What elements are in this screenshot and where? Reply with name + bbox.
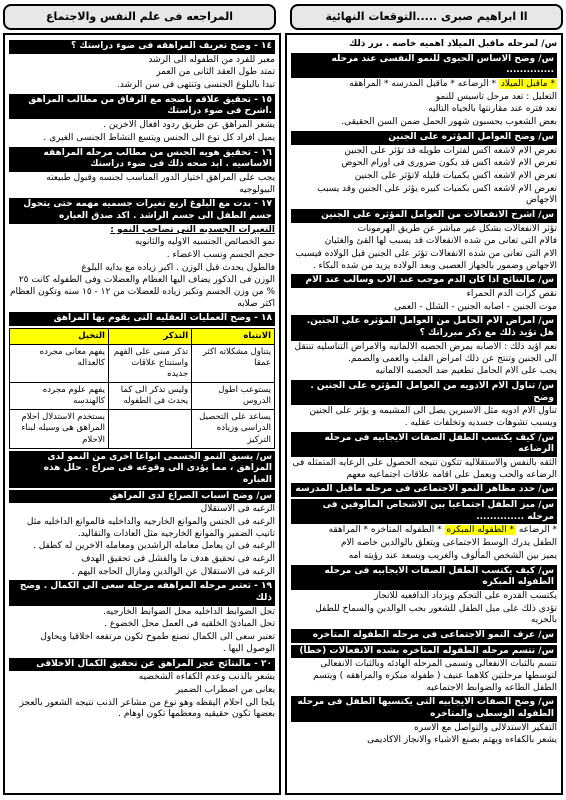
q17: ١٧ - بدت مع البلوغ اربع تغيرات جسميه مهمه حتى يتحول جسم الطفل الى جسم الراشد . اكد صدق العباره — [9, 198, 275, 223]
q21: ١٩ - تعتبر مرحله المراهقه مرحله سعى الى الكمال . وضح ذلك — [9, 580, 275, 605]
l: يلجا الى احلام اليقظه وهو نوع من مشاعر الذنب نتيجه الشعور بالعجز بعضها تكون حقيقيه ومعظمها تكون اوهام . — [19, 697, 275, 720]
opt: * المراهقه — [328, 525, 369, 536]
td: يفهم علوم مجرده كالهندسه — [10, 383, 109, 410]
td: يفهم معانى مجرده كالعداله — [10, 345, 109, 383]
q10: س/ كيف يكتسب الطفل الصفات الايجابيه فى مرحله الطفوله المبكره — [291, 565, 557, 590]
l: يعانى من اضطراب الضمير — [175, 684, 275, 695]
q15: ١٥ - تحقيق علاقه ناضجه مع الرفاق من مطالب المراهق .اشرح فى ضوء دراستك — [9, 94, 275, 119]
opt: * ماقبل الميلاد — [500, 79, 555, 90]
l: يشعر بالكفاءه ويهتم بصنع الاشياء والانجاز الاكاديمى — [367, 735, 557, 746]
l: الرغبه فى الجنس والموانع الخارجيه والداخليه فالموانع الداخليه مثل تانيب الضمير والموانع الخارجيه مثل العادات والتقاليد. — [26, 516, 275, 539]
q4: س/ مالنتائج اذا كان الدم موجب عند الاب وسالب عند الام — [291, 274, 557, 288]
l: التعليل : تعد مرحل تاسيس للنمو — [435, 91, 557, 102]
l: التغيرات الجسديه التى تصاحب النمو : — [110, 224, 275, 235]
l: حجم الجسم ونسب الاعضاء . — [166, 250, 275, 260]
l: الام التى تعانى من شده الانفعالات تؤثر على الجنين قبل الولاده فيسبب الاجهاض وضمور بالجهاز العصبى وبعد الولاده يزيد من شده البكاء . — [295, 249, 557, 271]
q22: ٢٠ - مالنتائج عجز المراهق عن تحقيق الكمال الاخلاقى — [9, 658, 275, 672]
q9: س/ ميز الطفل اجتماعيا بين الاشخاص المألوفين فى مرحله .............. — [291, 499, 557, 524]
header-right: اا ابراهيم صبرى .....التوقعات النهائية — [290, 4, 563, 30]
q13: س/ وضح الصفات الايجابيه التى يكتسبها الطفل فى مرحله الطفوله الوسطى والمتاخره — [291, 696, 557, 721]
l: تتسم بالثبات الانفعالى وتسمى المرحله الهادئه وبالثبات الانفعالى لتوسطها مرحلتين كلاهما عنيف ( طفوله مبكره والمراهقه ) ويتسم الطفل الطاعه والضوابط الاجتماعيه — [313, 659, 557, 693]
q6: س/ تناول الام الادويه من العوامل المؤثره على الجنين . وضح — [291, 380, 557, 405]
opt: * الرضاعه — [518, 525, 557, 536]
intro: س/ لمرحله ماقبل الميلاد اهميه خاصه . برر ذلك — [348, 39, 557, 49]
l: نقص كرات الدم الحمراء — [466, 289, 557, 300]
l: الوزن فى الذكور يضاف اليها العظام والعضلات وفى الطفوله كانت ٢٥ % من وزن الجسم وتكبر زياده للعضلات من ١٢ - ١٥ سنه وتكون العظام اكثر صلابه — [9, 275, 275, 309]
l: الرغبه فى تحقيق هدف ما والفشل فى تحقيق الهدف — [81, 554, 275, 565]
l: يشعر المراهق عن طريق ردود افعال الاخرين . — [103, 120, 275, 131]
l: تعرض الام لاشعه اكس بكميات قليله لاتؤثر على الجنين — [354, 170, 557, 181]
mental-table — [9, 328, 275, 448]
q7: س/ كيف يكتسب الطفل الصفات الايجابيه فى مرحله الرضاعه — [291, 432, 557, 457]
l: معبر للفرد من الطفوله الى الرشد — [148, 54, 275, 65]
l: الطفل يدرك الوسط الاجتماعى ويتعلق بالوالدين خاصه الام — [340, 538, 557, 549]
opt: * الطفوله المتأخره — [370, 525, 442, 536]
th: الانتباه — [192, 329, 275, 345]
l: نمو الخصائص الجنسيه الاوليه والثانويه — [134, 237, 275, 248]
td: يستوعب اطول الدروس — [192, 383, 275, 410]
td: يساعد على التحصيل الدراسى وزياده التركيز — [192, 410, 275, 448]
l: تعد فتره عند مقارنتها بالحياه التاليه — [428, 104, 557, 115]
header-left: المراجعه فى علم النفس والاجتماع — [3, 4, 276, 30]
q5: س/ امراض الام الحامل من العوامل المؤثره على الجنين. هل تؤيد ذلك مع ذكر مبرراتك ؟ — [291, 315, 557, 340]
q19: س/ يسبق النمو الجسمى انواعا اخرى من النمو لدى المراهق ، مما يؤدى الى وقوعه فى صراع . حلل هذه العباره — [9, 451, 275, 488]
q12: س/ تتسم مرحله الطفوله المتاخره بشده الانفعالات (خطأ) — [291, 645, 557, 659]
l: التفكير الاستدلالى والتواصل مع الاسره — [414, 722, 557, 733]
l: الرغبه فى الاستقلال عن الوالدين ومازال الحاجه اليهم . — [71, 566, 275, 577]
column-left — [3, 33, 281, 795]
q2: س/ وضح العوامل المؤثره على الجنين — [291, 131, 557, 145]
l: يكتسب القدره على التحكم ويزداد الدافعيه للانجاز — [374, 590, 557, 601]
l: يشعر بالذنب وعدم الكفاءه الشخصيه — [138, 672, 275, 683]
l: موت الجنين - اصابه الجنين - الشلل - العمى — [394, 301, 557, 312]
td — [108, 410, 191, 448]
q3: س/ اشرح الانفعالات من العوامل المؤثره على الجنين — [291, 209, 557, 223]
opt: * الطفوله المبكره — [446, 525, 514, 536]
q20: س/ وضح اسباب الصراع لدى المراهق — [9, 490, 275, 504]
td: وليس تذكر الى كما يحدث فى الطفوله — [108, 383, 191, 410]
l: تعرض الام لاشعه اكس قد يكون ضرورى فى اورام الحوض — [341, 158, 557, 169]
l: الرغبه فى الاستقلال — [200, 504, 275, 515]
l: يجب على الام الحامل تطعيم ضد الحصبه الالمانيه — [375, 366, 557, 377]
l: تعرض الام لاشعه اكس بكميات كبيره يؤثر على الجنين وقد يسبب الاجهاض — [317, 183, 557, 206]
q18: ١٨ - وضح العمليات العقليه التى يقوم بها المراهق — [9, 312, 275, 326]
l: تمتد طول العقد الثانى من العمر — [156, 67, 275, 78]
l: تحل الضوابط الداخليه محل الضوابط الخارجيه. — [102, 606, 275, 617]
l: تعتبر سعى الى الكمال تصنع طموح تكون مرتفعه اخلاقيا ويحاول الوصول اليها . — [40, 632, 275, 654]
q14: ١٤ - وضح تعريف المراهقه فى ضوء دراستك ؟ — [9, 40, 275, 54]
opt: * الرضاعه — [457, 79, 496, 90]
th: التخيل — [10, 329, 109, 345]
headers — [3, 4, 563, 30]
td: يستخدم الاستدلال احلام المراهق هى وسيله لبناء الاحلام — [10, 410, 109, 448]
l: الرغبه فى ان يعامل معامله الراشدين ومعامله الاخرين له كطفل . — [33, 541, 275, 552]
q8: س/ حدد مظاهر النمو الاجتماعى فى مرحله ماقبل المدرسه — [291, 483, 557, 497]
column-right — [285, 33, 563, 795]
q11: س/ عرف النمو الاجتماعى فى مرحله الطفوله المتأخره — [291, 629, 557, 643]
l: تناول الام ادويه مثل الاسبرين يصل الى المشيمه و يؤثر على الجنين ويسبب تشوهات جسديه وتخلفات عقليه . — [309, 406, 557, 428]
l: تؤدى ذلك على ميل الطفل للشعور بحب الوالدين والسماح للطفل بالحريه — [315, 603, 557, 626]
l: يجب على المراهق اختيار الدور المناسب لجنسه وقبول طبيعته البيولوجيه — [46, 172, 275, 195]
q1: س/ وضح الاساس الحيوى للنمو النفسى عند مرحله .............. — [291, 53, 557, 78]
l: فالام التى تعانى من شده الانفعالات قد يسبب لها القئ والغثيان — [324, 236, 557, 247]
q1-options — [291, 79, 557, 91]
q16: ١٦ - تحقيق هويه الجنس من مطالب مرحله المراهقه الاساسيه . ابد صحه ذلك فى ضوء دراستك — [9, 147, 275, 172]
l: نعم اؤيد ذلك : الاصابه بمرض الحصبه الالمانيه والامراض التناسليه تنتقل الى الجنين وتنتج عن ذلك امراض القلب والعمى والصمم. — [294, 341, 557, 364]
l: فالطول يحدث قبل الوزن . اكبر زياده مع بدايه البلوغ — [81, 262, 275, 273]
l: تعرض الام لاشعه اكس لفترات طويله قد تؤثر على الجنين — [344, 145, 557, 156]
l: تؤثر الانفعالات بشكل غير مباشر عن طريق الهرمونات — [357, 223, 557, 234]
td: يتناول مشكلاته اكثر عمقا — [192, 345, 275, 383]
opt: * المراهقه — [349, 79, 389, 90]
th: التذكر — [108, 329, 191, 345]
q9-options — [291, 525, 557, 537]
td: تذكر مبنى على الفهم واستنتاج علاقات جديده — [108, 345, 191, 383]
opt: * ماقبل المدرسه — [391, 79, 455, 90]
l: الثقه بالنفس والاستقلاليه تتكون نتيجه الحصول على الرعايه المتمثله فى الرضاعه والحب ويعمل على اقامه علاقات اجتماعيه معهم — [292, 458, 557, 480]
l: تبدا بالبلوغ الجنسى وتنتهى فى سن الرشد. — [116, 80, 275, 91]
l: بعض الشعوب يحسبون شهور الحمل ضمن السن الحقيقى. — [341, 117, 557, 128]
l: يميز بين الشخص المألوف والغريب ويسعد عند رؤيته امه — [348, 550, 557, 561]
l: تحل المبادئ الخلقيه فى العمل محل الخضوع . — [104, 619, 275, 630]
l: يميل افراد كل نوع الى الجنس ويتسع النشاط الجنسى الغيرى . — [43, 132, 275, 143]
